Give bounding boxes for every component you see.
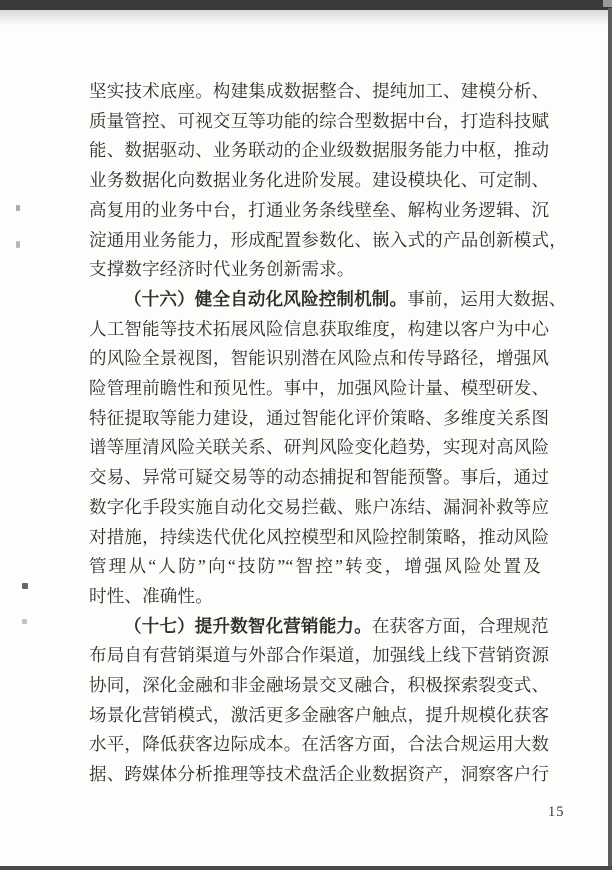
text-line: 据、跨媒体分析推理等技术盘活企业数据资产，洞察客户行 bbox=[89, 764, 550, 785]
text-line: 质量管控、可视交互等功能的综合型数据中台，打造科技赋 bbox=[89, 110, 550, 131]
text-line: 坚实技术底座。构建集成数据整合、提纯加工、建模分析、 bbox=[89, 81, 550, 101]
scan-edge-top bbox=[0, 0, 612, 10]
text-line: 布局自有营销渠道与外部合作渠道，加强线上线下营销资源 bbox=[89, 645, 550, 666]
text-run: 事前，运用大数据、 bbox=[407, 288, 567, 309]
scan-speck bbox=[22, 583, 28, 589]
scan-speck bbox=[16, 205, 20, 211]
text-line: 数字化手段实施自动化交易拦截、账户冻结、漏洞补救等应 bbox=[89, 496, 550, 517]
scan-speck bbox=[16, 241, 20, 248]
text-line: 协同，深化金融和非金融场景交叉融合，积极探索裂变式、 bbox=[89, 675, 550, 696]
section-heading: （十六）健全自动化风险控制机制。 bbox=[124, 288, 408, 309]
text-line: 业务数据化向数据业务化进阶发展。建设模块化、可定制、 bbox=[89, 170, 550, 191]
section-heading: （十七）提升数智化营销能力。 bbox=[124, 615, 372, 636]
text-line: 交易、异常可疑交易等的动态捕捉和智能预警。事后，通过 bbox=[89, 467, 550, 488]
text-line: 的风险全景视图，智能识别潜在风险点和传导路径，增强风 bbox=[89, 348, 550, 369]
text-line: 管理从“人防”向“技防”“智控”转变，增强风险处置及 bbox=[89, 556, 541, 577]
text-line: 险管理前瞻性和预见性。事中，加强风险计量、模型研发、 bbox=[89, 378, 550, 399]
text-line: 时性、准确性。 bbox=[89, 585, 213, 606]
text-line: 对措施，持续迭代优化风控模型和风险控制策略，推动风险 bbox=[89, 526, 550, 547]
text-line: 特征提取等能力建设，通过智能化评价策略、多维度关系图 bbox=[89, 407, 550, 428]
text-line: 支撑数字经济时代业务创新需求。 bbox=[89, 259, 355, 280]
scan-edge-right bbox=[608, 8, 612, 870]
text-line bbox=[89, 612, 549, 642]
text-line: 能、数据驱动、业务联动的企业级数据服务能力中枢，推动 bbox=[89, 140, 550, 161]
scan-edge-top-shadow bbox=[0, 10, 612, 26]
text-run: 在获客方面，合理规范 bbox=[371, 615, 549, 636]
text-line: 淀通用业务能力，形成配置参数化、嵌入式的产品创新模式， bbox=[89, 229, 567, 250]
text-line: 水平，降低获客边际成本。在活客方面，合法合规运用大数 bbox=[89, 734, 550, 755]
text-line: 高复用的业务中台，打通业务条线壁垒、解构业务逻辑、沉 bbox=[89, 199, 550, 220]
text-line: 场景化营销模式，激活更多金融客户触点，提升规模化获客 bbox=[89, 704, 550, 725]
text-line bbox=[89, 285, 567, 315]
scan-edge-corner-notch bbox=[603, 0, 612, 7]
text-line: 人工智能等技术拓展风险信息获取维度，构建以客户为中心 bbox=[89, 318, 550, 339]
page-number: 15 bbox=[548, 804, 565, 820]
text-column bbox=[89, 77, 567, 790]
text-line: 谱等厘清风险关联关系、研判风险变化趋势，实现对高风险 bbox=[89, 437, 550, 458]
scan-speck bbox=[22, 619, 27, 624]
scan-edge-bottom bbox=[0, 866, 612, 870]
